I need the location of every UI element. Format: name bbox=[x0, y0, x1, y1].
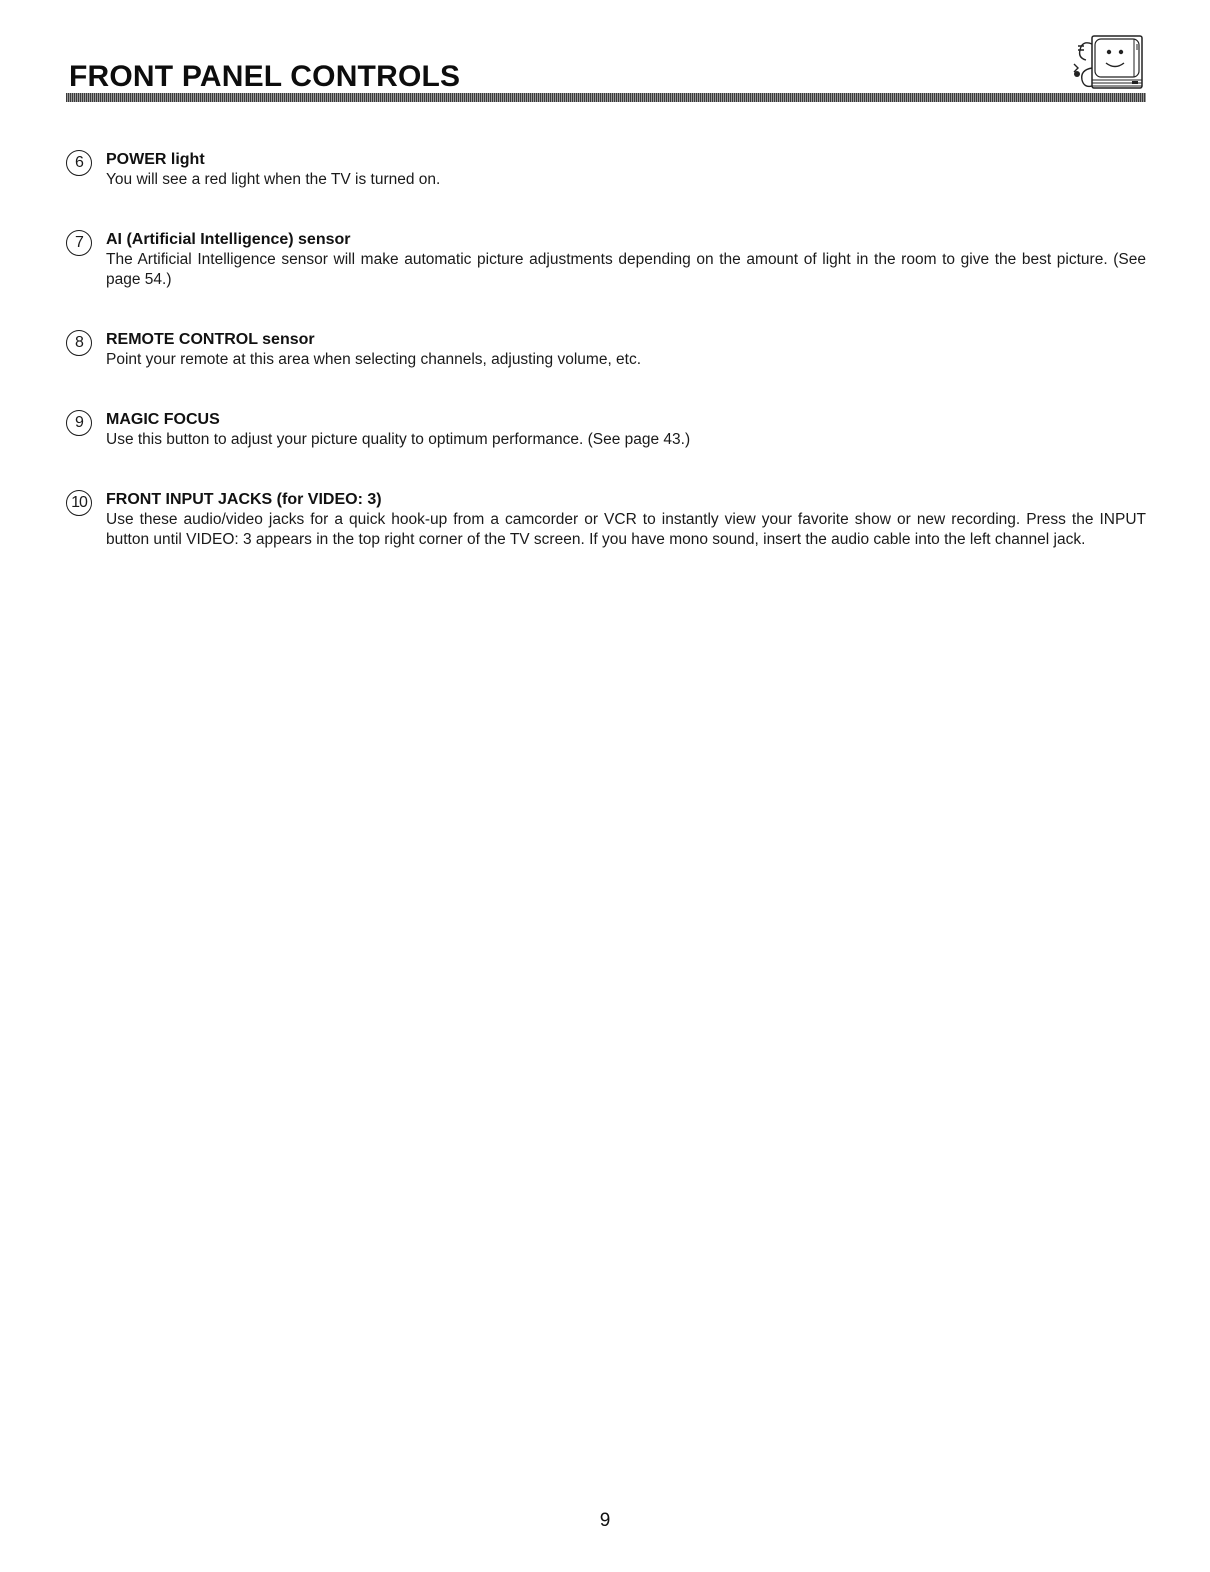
list-item-ai-sensor bbox=[66, 230, 1146, 290]
page-header bbox=[66, 30, 1146, 104]
item-heading: POWER light bbox=[106, 151, 205, 168]
item-number-badge: 9 bbox=[66, 410, 92, 436]
item-heading: REMOTE CONTROL sensor bbox=[106, 331, 315, 348]
item-number-badge: 10 bbox=[66, 490, 92, 516]
item-number-badge: 8 bbox=[66, 330, 92, 356]
item-description: The Artificial Intelligence sensor will make automatic picture adjustments depending on the amount of light in the room to give the best picture. (See page 54.) bbox=[106, 251, 1146, 288]
item-heading: AI (Artificial Intelligence) sensor bbox=[106, 231, 351, 248]
item-heading: FRONT INPUT JACKS (for VIDEO: 3) bbox=[106, 491, 382, 508]
item-description: You will see a red light when the TV is turned on. bbox=[106, 171, 441, 188]
list-item-magic-focus bbox=[66, 410, 1146, 450]
item-description: Point your remote at this area when selecting channels, adjusting volume, etc. bbox=[106, 351, 642, 368]
title-rule bbox=[66, 93, 1146, 102]
item-description: Use this button to adjust your picture quality to optimum performance. (See page 43.) bbox=[106, 431, 691, 448]
list-item-power-light bbox=[66, 150, 1146, 190]
list-item-remote-sensor bbox=[66, 330, 1146, 370]
control-list bbox=[66, 146, 1146, 590]
item-heading: MAGIC FOCUS bbox=[106, 411, 220, 428]
item-number-badge: 6 bbox=[66, 150, 92, 176]
tv-mascot-icon bbox=[1066, 30, 1146, 94]
item-description: Use these audio/video jacks for a quick hook-up from a camcorder or VCR to instantly view your favorite show or new recording. Press the INPUT button until VIDEO: 3 appears in the top right corner of the TV screen. If you have mono sound, insert the audio cable into the left channel jack. bbox=[106, 511, 1146, 548]
list-item-front-input-jacks bbox=[66, 490, 1146, 550]
page-number: 9 bbox=[599, 1510, 611, 1531]
page-title: FRONT PANEL CONTROLS bbox=[69, 60, 461, 93]
item-number-badge: 7 bbox=[66, 230, 92, 256]
